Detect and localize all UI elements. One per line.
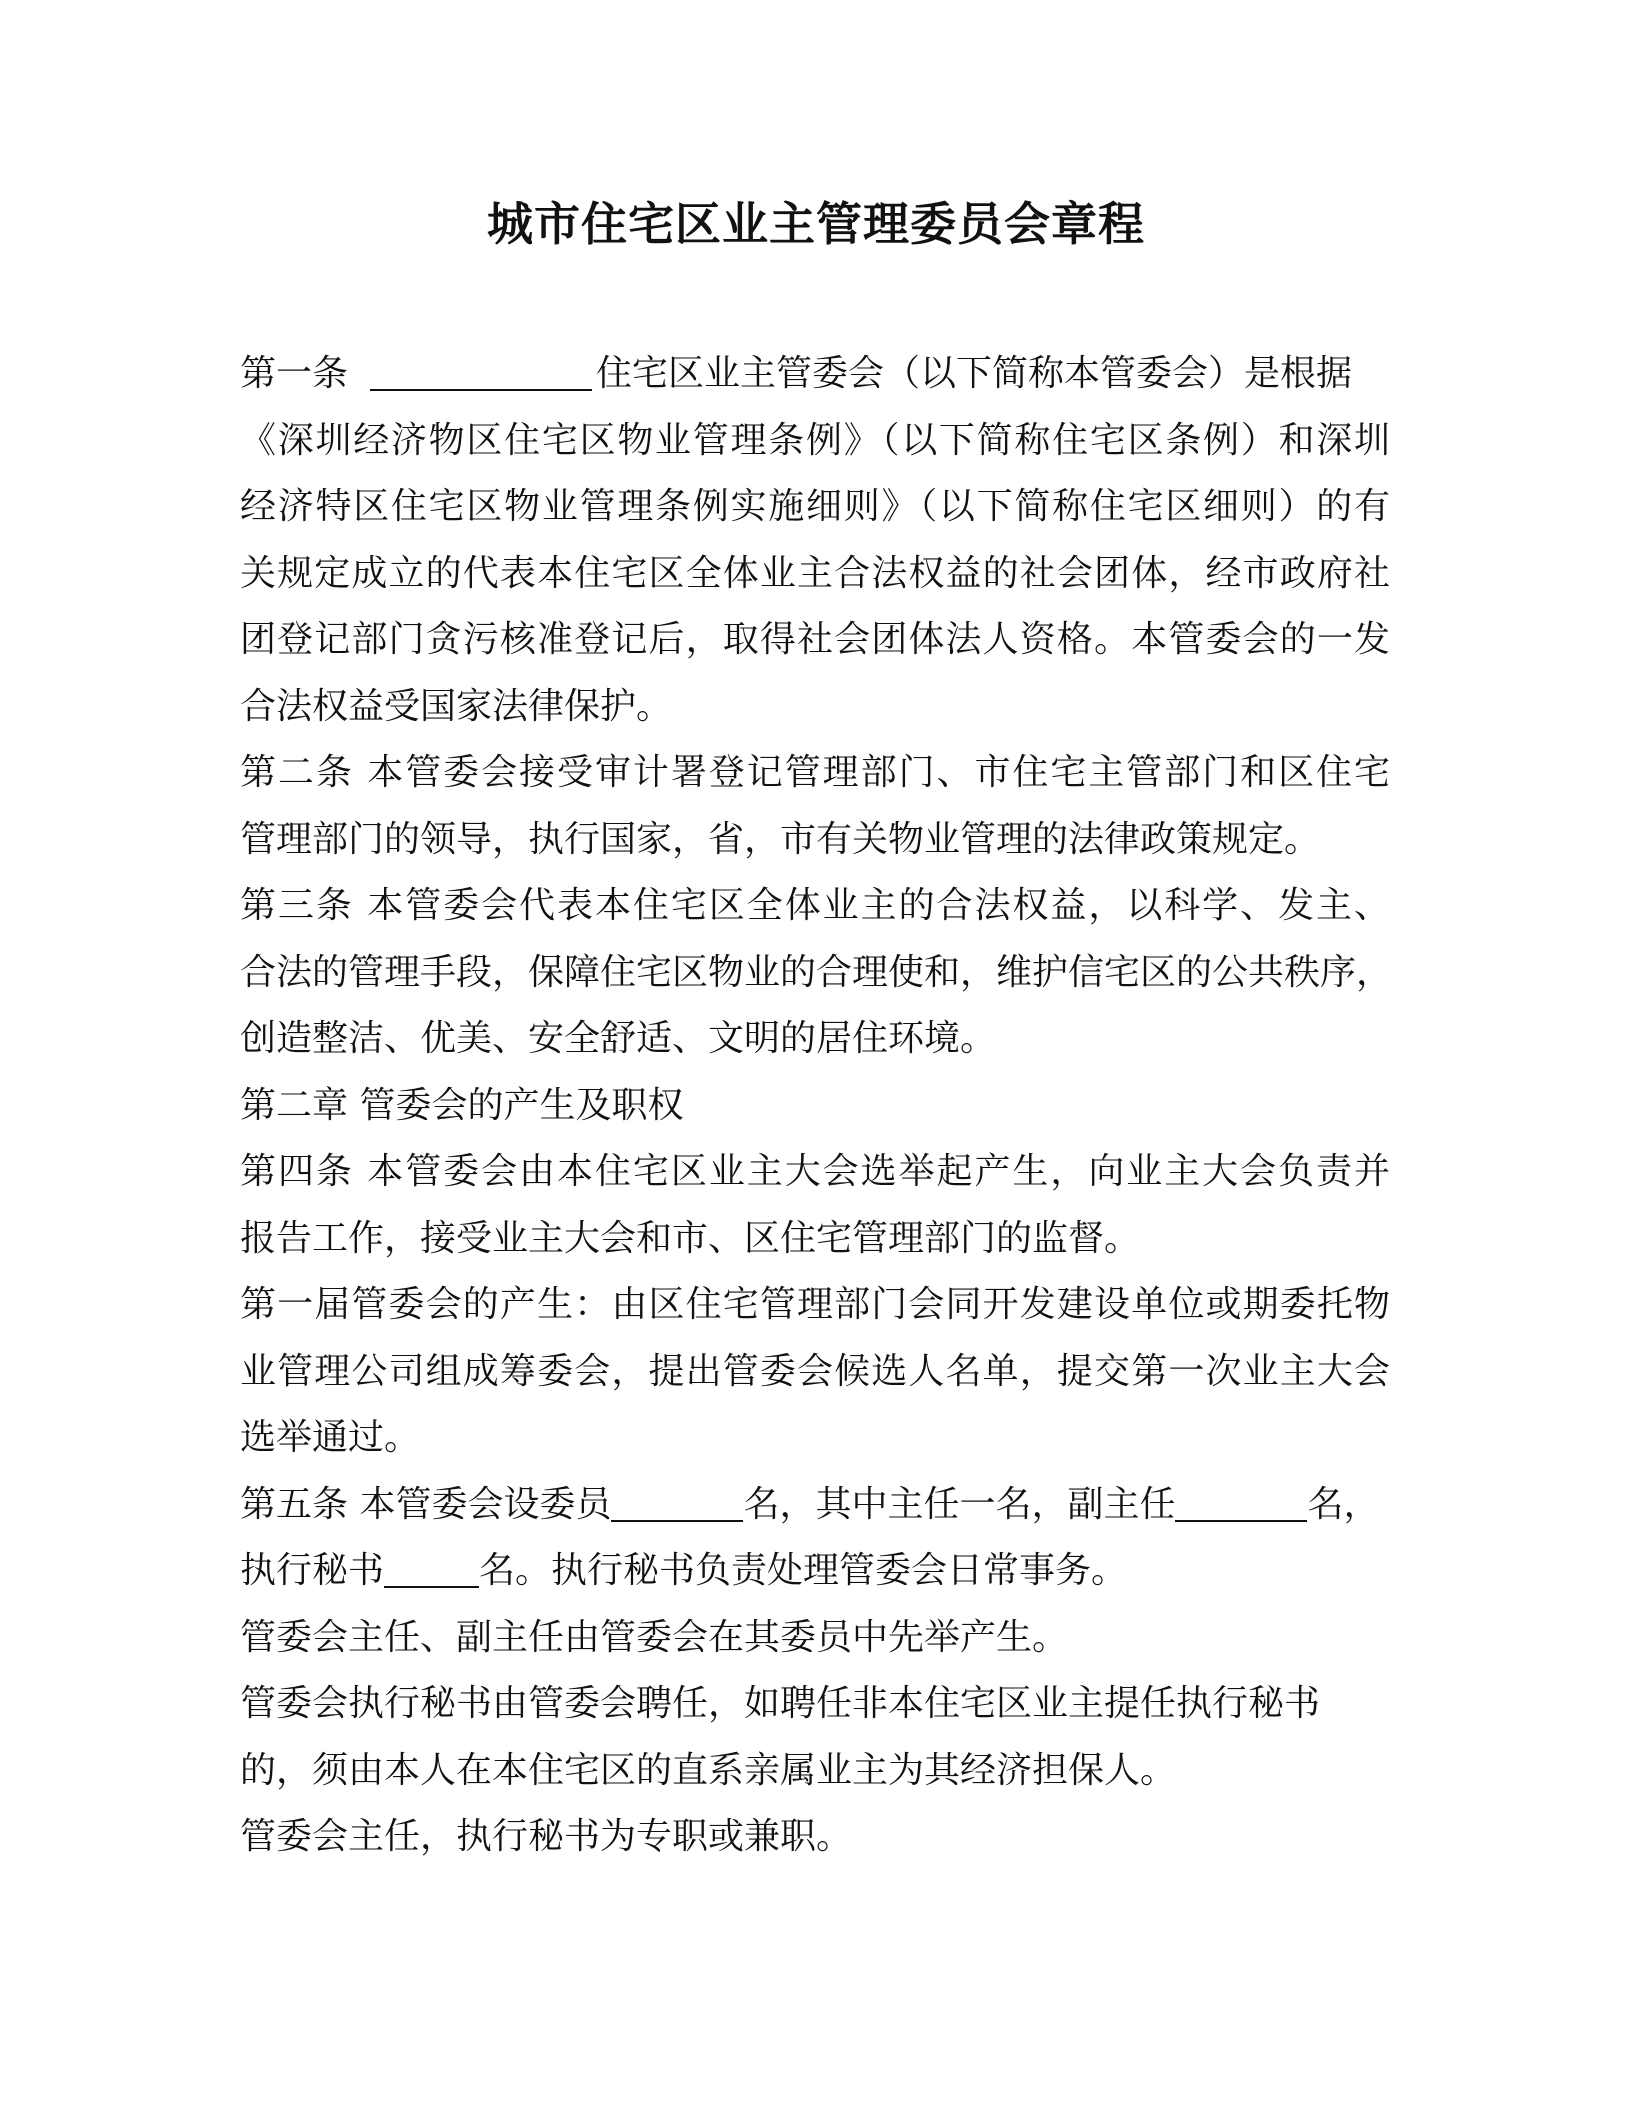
article-4-line-2: 报告工作，接受业主大会和市、区住宅管理部门的监督。 <box>240 1217 1141 1259</box>
article-4-line-1: 第四条 本管委会由本住宅区业主大会选举起产生，向业主大会负责并 <box>240 1151 1390 1192</box>
article-3-line-3: 创造整洁、优美、安全舒适、文明的居住环境。 <box>240 1018 997 1059</box>
article-1-line-1 <box>240 341 1390 408</box>
article-3-line-2: 合法的管理手段，保障住宅区物业的合理使和，维护信宅区的公共秩序， <box>240 951 1393 993</box>
article-5-text-1: 第五条 本管委会设委员 <box>240 1483 612 1525</box>
article-1-label: 第一条 <box>240 353 349 394</box>
article-1-text: 住宅区业主管委会（以下简称本管委会）是根据 <box>596 353 1353 394</box>
article-1-line-2: 《深圳经济物区住宅区物业管理条例》（以下简称住宅区条例）和深圳 <box>240 419 1390 461</box>
article-2-line-1: 第二条 本管委会接受审计署登记管理部门、市住宅主管部门和区住宅 <box>240 752 1390 793</box>
first-committee-line-1: 第一届管委会的产生：由区住宅管理部门会同开发建设单位或期委托物 <box>240 1284 1390 1325</box>
article-2-line-2: 管理部门的领导，执行国家，省，市有关物业管理的法律政策规定。 <box>240 818 1321 860</box>
chapter-2-heading: 第二章 管委会的产生及职权 <box>240 1084 684 1126</box>
article-5-text-5: 名。执行秘书负责处理管委会日常事务。 <box>479 1550 1128 1591</box>
article-1-line-4: 关规定成立的代表本住宅区全体业主合法权益的社会团体，经市政府社 <box>240 552 1390 594</box>
article-3-line-1: 第三条 本管委会代表本住宅区全体业主的合法权益，以科学、发主、 <box>240 885 1390 926</box>
members-count-blank <box>611 1484 743 1522</box>
article-5-text-2: 名，其中主任一名，副主任 <box>743 1483 1176 1525</box>
vice-director-count-blank <box>1175 1484 1307 1522</box>
article-1-line-5: 团登记部门贪污核准登记后，取得社会团体法人资格。本管委会的一发 <box>240 619 1390 660</box>
secretary-paragraph-line-2: 的，须由本人在本住宅区的直系亲属业主为其经济担保人。 <box>240 1749 1177 1791</box>
article-5-text-4: 执行秘书 <box>240 1550 385 1591</box>
article-5-line-1 <box>240 1472 1390 1539</box>
article-5-text-3: 名， <box>1307 1483 1380 1525</box>
name-blank <box>370 353 592 391</box>
secretary-count-blank <box>384 1550 479 1588</box>
document-body <box>240 341 1393 1871</box>
secretary-paragraph-line-1: 管委会执行秘书由管委会聘任，如聘任非本住宅区业主提任执行秘书 <box>240 1683 1321 1724</box>
article-5-line-2 <box>240 1538 1390 1605</box>
article-1-line-3: 经济特区住宅区物业管理条例实施细则》（以下简称住宅区细则）的有 <box>240 486 1390 527</box>
fulltime-paragraph: 管委会主任，执行秘书为专职或兼职。 <box>240 1816 853 1857</box>
election-paragraph: 管委会主任、副主任由管委会在其委员中先举产生。 <box>240 1616 1069 1658</box>
first-committee-line-2: 业管理公司组成筹委会，提出管委会候选人名单，提交第一次业主大会 <box>240 1350 1390 1392</box>
document-title: 城市住宅区业主管理委员会章程 <box>487 197 1145 251</box>
article-1-line-6: 合法权益受国家法律保护。 <box>240 685 673 727</box>
first-committee-line-3: 选举通过。 <box>240 1417 421 1458</box>
